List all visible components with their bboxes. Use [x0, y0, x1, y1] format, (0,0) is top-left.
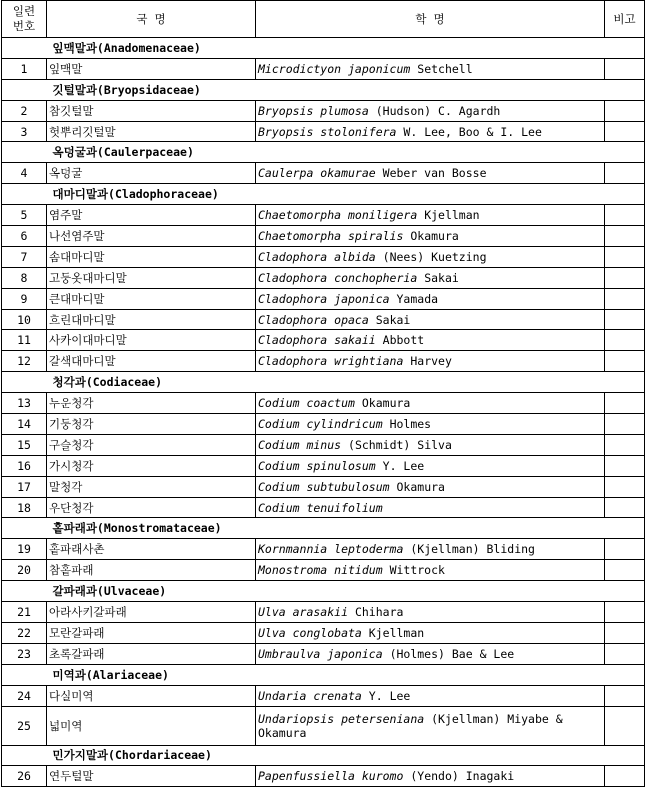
author: Y. Lee — [368, 688, 411, 703]
genus-species: Umbraulva japonica — [258, 646, 383, 661]
scientific-name-cell — [256, 393, 605, 414]
scientific-name-cell — [256, 58, 605, 79]
genus-species: Kornmannia leptoderma — [258, 542, 404, 557]
author: Harvey — [410, 354, 452, 369]
korean-name-cell: 홑파래사촌 — [47, 539, 256, 560]
table-row — [2, 560, 645, 581]
author: (Kjellman) Bliding — [410, 542, 535, 557]
serial-number-cell: 21 — [2, 602, 47, 623]
scientific-name-cell — [256, 434, 605, 455]
scientific-name-cell — [256, 560, 605, 581]
remarks-cell — [605, 205, 645, 226]
scientific-name-cell — [256, 351, 605, 372]
table-row — [2, 309, 645, 330]
author: (Yendo) Inagaki — [410, 769, 515, 784]
korean-name-cell: 잎맥말 — [47, 58, 256, 79]
family-name: 갈파래과(Ulvaceae) — [47, 581, 645, 602]
genus-species: Codium spinulosum — [258, 458, 376, 473]
genus-species: Codium tenuifolium — [258, 500, 383, 515]
remarks-cell — [605, 539, 645, 560]
family-name: 미역과(Alariaceae) — [47, 664, 645, 685]
table-row — [2, 205, 645, 226]
author: Weber van Bosse — [382, 166, 487, 181]
family-name: 깃털말과(Bryopsidaceae) — [47, 79, 645, 100]
scientific-name-cell — [256, 455, 605, 476]
remarks-cell — [605, 476, 645, 497]
serial-number-cell: 25 — [2, 706, 47, 745]
family-name: 잎맥말과(Anadomenaceae) — [47, 38, 645, 59]
remarks-cell — [605, 434, 645, 455]
korean-name-cell: 참깃털말 — [47, 100, 256, 121]
table-row — [2, 267, 645, 288]
serial-number-cell: 5 — [2, 205, 47, 226]
remarks-cell — [605, 226, 645, 247]
remarks-cell — [605, 288, 645, 309]
table-row — [2, 622, 645, 643]
family-row — [2, 184, 645, 205]
remarks-cell — [605, 351, 645, 372]
serial-number-cell: 7 — [2, 246, 47, 267]
genus-species: Ulva conglobata — [258, 625, 362, 640]
family-name: 옥덩굴과(Caulerpaceae) — [47, 142, 645, 163]
serial-number-cell: 1 — [2, 58, 47, 79]
genus-species: Ulva arasakii — [258, 604, 349, 619]
table-row — [2, 121, 645, 142]
author: Sakai — [424, 270, 459, 285]
korean-name-cell: 큰대마디말 — [47, 288, 256, 309]
korean-name-cell: 구슬청각 — [47, 434, 256, 455]
family-row — [2, 38, 645, 59]
scientific-name-cell — [256, 539, 605, 560]
author: Okamura — [396, 479, 445, 494]
remarks-cell — [605, 267, 645, 288]
author: (Holmes) Bae & Lee — [389, 646, 515, 661]
korean-name-cell: 모란갈파래 — [47, 622, 256, 643]
scientific-name-cell — [256, 330, 605, 351]
serial-number-cell: 10 — [2, 309, 47, 330]
table-row — [2, 330, 645, 351]
scientific-name-cell — [256, 706, 605, 745]
korean-name-cell: 기둥청각 — [47, 414, 256, 435]
table-row — [2, 497, 645, 518]
serial-number-cell: 14 — [2, 414, 47, 435]
family-name: 홑파래과(Monostromataceae) — [47, 518, 645, 539]
family-row — [2, 372, 645, 393]
author: Yamada — [396, 291, 439, 306]
scientific-name-cell — [256, 121, 605, 142]
korean-name-cell: 말청각 — [47, 476, 256, 497]
author: Okamura — [410, 228, 459, 243]
genus-species: Chaetomorpha spiralis — [258, 228, 404, 243]
remarks-cell — [605, 602, 645, 623]
serial-number-cell: 22 — [2, 622, 47, 643]
author: Kjellman — [424, 208, 480, 223]
family-spacer — [2, 581, 47, 602]
genus-species: Undaria crenata — [258, 688, 362, 703]
table-row — [2, 685, 645, 706]
genus-species: Codium subtubulosum — [258, 479, 390, 494]
remarks-cell — [605, 414, 645, 435]
serial-number-cell: 2 — [2, 100, 47, 121]
author: Holmes — [389, 416, 432, 431]
genus-species: Caulerpa okamurae — [258, 166, 376, 181]
korean-name-cell: 헛뿌리깃털말 — [47, 121, 256, 142]
header-serial-line2: 번호 — [12, 19, 36, 33]
header-korean-name: 국 명 — [47, 1, 256, 38]
family-spacer — [2, 38, 47, 59]
korean-name-cell: 참홑파래 — [47, 560, 256, 581]
scientific-name-cell — [256, 163, 605, 184]
author: Setchell — [417, 61, 473, 76]
korean-name-cell: 다실미역 — [47, 685, 256, 706]
table-row — [2, 766, 645, 787]
korean-name-cell: 사카이대마디말 — [47, 330, 256, 351]
family-row — [2, 518, 645, 539]
species-table — [1, 0, 645, 787]
table-row — [2, 58, 645, 79]
korean-name-cell: 누운청각 — [47, 393, 256, 414]
serial-number-cell: 12 — [2, 351, 47, 372]
genus-species: Codium coactum — [258, 396, 355, 411]
serial-number-cell: 20 — [2, 560, 47, 581]
family-row — [2, 745, 645, 766]
genus-species: Cladophora conchopheria — [258, 270, 418, 285]
scientific-name-cell — [256, 288, 605, 309]
remarks-cell — [605, 497, 645, 518]
scientific-name-cell — [256, 476, 605, 497]
korean-name-cell: 옥덩굴 — [47, 163, 256, 184]
scientific-name-cell — [256, 267, 605, 288]
scientific-name-cell — [256, 309, 605, 330]
genus-species: Monostroma nitidum — [258, 563, 383, 578]
family-row — [2, 581, 645, 602]
author: Abbott — [382, 333, 425, 348]
author: Okamura — [361, 396, 411, 411]
serial-number-cell: 8 — [2, 267, 47, 288]
author: (Nees) Kuetzing — [382, 249, 487, 264]
author: Wittrock — [389, 563, 445, 578]
table-row — [2, 226, 645, 247]
genus-species: Cladophora sakaii — [258, 333, 376, 348]
korean-name-cell: 흐린대마디말 — [47, 309, 256, 330]
serial-number-cell: 24 — [2, 685, 47, 706]
remarks-cell — [605, 706, 645, 745]
serial-number-cell: 23 — [2, 643, 47, 664]
author: Chihara — [354, 604, 404, 619]
genus-species: Undariopsis peterseniana — [258, 711, 425, 726]
remarks-cell — [605, 330, 645, 351]
remarks-cell — [605, 58, 645, 79]
serial-number-cell: 11 — [2, 330, 47, 351]
genus-species: Codium cylindricum — [258, 416, 383, 431]
serial-number-cell: 6 — [2, 226, 47, 247]
remarks-cell — [605, 163, 645, 184]
korean-name-cell: 나선염주말 — [47, 226, 256, 247]
remarks-cell — [605, 685, 645, 706]
scientific-name-cell — [256, 602, 605, 623]
table-row — [2, 539, 645, 560]
genus-species: Papenfussiella kuromo — [258, 769, 404, 784]
family-spacer — [2, 372, 47, 393]
korean-name-cell: 넓미역 — [47, 706, 256, 745]
table-row — [2, 476, 645, 497]
remarks-cell — [605, 560, 645, 581]
table-row — [2, 246, 645, 267]
table-row — [2, 414, 645, 435]
serial-number-cell: 26 — [2, 766, 47, 787]
author: W. Lee, Boo & I. Lee — [403, 124, 542, 139]
remarks-cell — [605, 622, 645, 643]
scientific-name-cell — [256, 766, 605, 787]
table-row — [2, 100, 645, 121]
remarks-cell — [605, 246, 645, 267]
family-row — [2, 79, 645, 100]
table-row — [2, 393, 645, 414]
serial-number-cell: 15 — [2, 434, 47, 455]
serial-number-cell: 18 — [2, 497, 47, 518]
header-scientific-name: 학 명 — [256, 1, 605, 38]
remarks-cell — [605, 121, 645, 142]
table-row — [2, 434, 645, 455]
serial-number-cell: 17 — [2, 476, 47, 497]
serial-number-cell: 16 — [2, 455, 47, 476]
family-row — [2, 664, 645, 685]
korean-name-cell: 연두털말 — [47, 766, 256, 787]
table-row — [2, 706, 645, 745]
scientific-name-cell — [256, 643, 605, 664]
author: Sakai — [375, 312, 411, 327]
table-row — [2, 163, 645, 184]
family-spacer — [2, 518, 47, 539]
header-serial-number — [2, 1, 47, 38]
scientific-name-cell — [256, 622, 605, 643]
korean-name-cell: 아라사키갈파래 — [47, 602, 256, 623]
family-name: 청각과(Codiaceae) — [47, 372, 645, 393]
scientific-name-cell — [256, 497, 605, 518]
korean-name-cell: 고둥옷대마디말 — [47, 267, 256, 288]
scientific-name-cell — [256, 685, 605, 706]
serial-number-cell: 9 — [2, 288, 47, 309]
author: (Hudson) C. Agardh — [375, 103, 501, 118]
scientific-name-cell — [256, 226, 605, 247]
genus-species: Cladophora japonica — [258, 291, 390, 306]
korean-name-cell: 초록갈파래 — [47, 643, 256, 664]
family-spacer — [2, 745, 47, 766]
remarks-cell — [605, 309, 645, 330]
table-row — [2, 351, 645, 372]
korean-name-cell: 솜대마디말 — [47, 246, 256, 267]
scientific-name-cell — [256, 414, 605, 435]
serial-number-cell: 13 — [2, 393, 47, 414]
genus-species: Codium minus — [258, 437, 342, 452]
family-spacer — [2, 664, 47, 685]
genus-species: Bryopsis stolonifera — [258, 124, 397, 139]
scientific-name-cell — [256, 246, 605, 267]
remarks-cell — [605, 455, 645, 476]
remarks-cell — [605, 393, 645, 414]
family-spacer — [2, 142, 47, 163]
serial-number-cell: 3 — [2, 121, 47, 142]
korean-name-cell: 염주말 — [47, 205, 256, 226]
korean-name-cell: 우단청각 — [47, 497, 256, 518]
genus-species: Microdictyon japonicum — [258, 61, 411, 76]
table-row — [2, 288, 645, 309]
scientific-name-cell — [256, 205, 605, 226]
header-row — [2, 1, 645, 38]
table-row — [2, 602, 645, 623]
genus-species: Cladophora opaca — [258, 312, 369, 327]
genus-species: Cladophora albida — [258, 249, 376, 264]
header-remarks: 비고 — [605, 1, 645, 38]
header-serial-line1: 일련 — [12, 4, 36, 18]
genus-species: Cladophora wrightiana — [258, 354, 404, 369]
table-row — [2, 643, 645, 664]
scientific-name-cell — [256, 100, 605, 121]
family-spacer — [2, 79, 47, 100]
korean-name-cell: 갈색대마디말 — [47, 351, 256, 372]
family-name: 대마디말과(Cladophoraceae) — [47, 184, 645, 205]
genus-species: Chaetomorpha moniligera — [258, 208, 418, 223]
serial-number-cell: 19 — [2, 539, 47, 560]
family-name: 민가지말과(Chordariaceae) — [47, 745, 645, 766]
author: (Kjellman) Miyabe & Okamura — [258, 711, 563, 740]
korean-name-cell: 가시청각 — [47, 455, 256, 476]
table-row — [2, 455, 645, 476]
author: Kjellman — [368, 625, 425, 640]
author: (Schmidt) Silva — [348, 437, 452, 452]
remarks-cell — [605, 643, 645, 664]
serial-number-cell: 4 — [2, 163, 47, 184]
remarks-cell — [605, 100, 645, 121]
family-row — [2, 142, 645, 163]
genus-species: Bryopsis plumosa — [258, 103, 369, 118]
author: Y. Lee — [382, 458, 425, 473]
family-spacer — [2, 184, 47, 205]
remarks-cell — [605, 766, 645, 787]
table-body — [2, 38, 645, 787]
